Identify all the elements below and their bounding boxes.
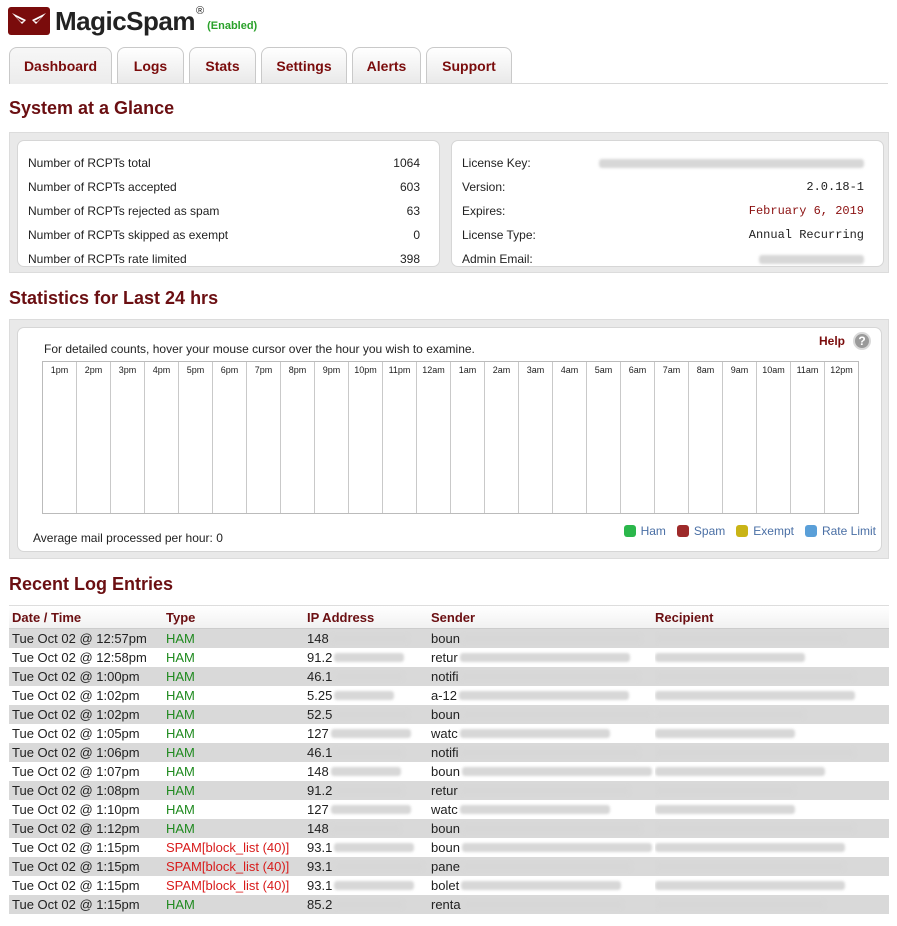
hour-column[interactable]: 12pm: [830, 365, 853, 375]
log-ip: [307, 859, 431, 874]
ip-redacted: [331, 634, 409, 643]
expires-label: Expires:: [462, 204, 506, 218]
log-row[interactable]: [9, 705, 889, 724]
ip-redacted: [331, 729, 411, 738]
count-row: [28, 223, 420, 247]
log-row[interactable]: [9, 648, 889, 667]
col-sender[interactable]: Sender: [431, 609, 476, 625]
count-row: [28, 247, 420, 271]
log-recipient: [655, 897, 865, 912]
count-value: 603: [399, 180, 420, 194]
log-row[interactable]: [9, 781, 889, 800]
recipient-redacted: [655, 729, 795, 738]
recipient-redacted: [655, 881, 845, 890]
hour-column[interactable]: 7pm: [247, 362, 281, 513]
hour-column[interactable]: 7am: [655, 362, 689, 513]
log-type: HAM: [166, 631, 195, 646]
count-value: 0: [413, 228, 420, 242]
col-date[interactable]: Date / Time: [12, 609, 82, 625]
log-ip-visible: 148: [307, 631, 329, 646]
col-ip[interactable]: IP Address: [307, 609, 375, 625]
legend-item: [624, 524, 666, 538]
log-date: Tue Oct 02 @ 1:10pm: [12, 802, 140, 817]
sender-redacted: [462, 843, 652, 852]
log-recipient: [655, 802, 865, 817]
log-type: HAM: [166, 650, 195, 665]
col-type[interactable]: Type: [166, 609, 196, 625]
log-ip: [307, 783, 431, 798]
log-sender: [431, 650, 655, 665]
log-sender-visible: boun: [431, 631, 460, 646]
ip-redacted: [334, 881, 414, 890]
log-type: HAM: [166, 821, 195, 836]
recipient-redacted: [655, 767, 825, 776]
col-recipient[interactable]: Recipient: [655, 609, 714, 625]
legend-label: Exempt: [753, 524, 794, 538]
sender-redacted: [460, 786, 630, 795]
log-row[interactable]: [9, 819, 889, 838]
log-ip-visible: 85.2: [307, 897, 333, 912]
log-date: Tue Oct 02 @ 1:05pm: [12, 726, 140, 741]
hour-column[interactable]: 6am: [621, 362, 655, 513]
stats-card: [17, 327, 882, 552]
log-type: HAM: [166, 745, 195, 760]
log-header-row: [9, 605, 889, 629]
recipient-redacted: [655, 862, 845, 871]
count-label: Number of RCPTs total: [28, 156, 151, 170]
log-sender-visible: pane: [431, 859, 460, 874]
count-value: 63: [406, 204, 420, 218]
recipient-redacted: [655, 843, 845, 852]
recipient-redacted: [655, 691, 855, 700]
sender-redacted: [462, 634, 642, 643]
log-type: HAM: [166, 726, 195, 741]
hour-column[interactable]: 4pm: [145, 362, 179, 513]
legend-item: [805, 524, 876, 538]
log-recipient: [655, 859, 865, 874]
log-ip-visible: 93.1: [307, 859, 333, 874]
expires-row: [462, 199, 864, 223]
log-sender: [431, 802, 655, 817]
count-row: [28, 151, 420, 175]
log-row[interactable]: [9, 667, 889, 686]
recipient-redacted: [655, 710, 805, 719]
log-sender: [431, 878, 655, 893]
log-ip: [307, 878, 431, 893]
log-ip: [307, 821, 431, 836]
count-label: Number of RCPTs accepted: [28, 180, 177, 194]
chart-legend: [613, 524, 876, 538]
hour-column[interactable]: 6pm: [213, 362, 247, 513]
help-label: Help: [818, 334, 845, 348]
log-recipient: [655, 707, 865, 722]
version-value: 2.0.18-1: [806, 180, 864, 194]
log-ip-visible: 52.5: [307, 707, 333, 722]
recipient-redacted: [655, 786, 795, 795]
hour-column[interactable]: 9pm: [315, 362, 349, 513]
log-ip-visible: 148: [307, 821, 329, 836]
help-link[interactable]: [819, 332, 871, 350]
glance-panel: [9, 132, 889, 273]
expires-value: February 6, 2019: [748, 204, 864, 218]
hour-column[interactable]: 1am: [451, 362, 485, 513]
log-type: SPAM[block_list (40)]: [166, 878, 290, 893]
log-row[interactable]: [9, 857, 889, 876]
log-ip: [307, 707, 431, 722]
log-date: Tue Oct 02 @ 1:15pm: [12, 878, 140, 893]
log-type: HAM: [166, 707, 195, 722]
sender-redacted: [460, 805, 610, 814]
hour-column[interactable]: 9am: [723, 362, 757, 513]
ip-redacted: [334, 862, 424, 871]
log-sender-visible: bolet: [431, 878, 460, 893]
log-recipient: [655, 821, 865, 836]
log-recipient: [655, 783, 865, 798]
log-recipient: [655, 764, 865, 779]
log-row[interactable]: [9, 800, 889, 819]
recipient-redacted: [655, 805, 795, 814]
log-type: HAM: [166, 688, 195, 703]
count-label: Number of RCPTs skipped as exempt: [28, 228, 229, 242]
log-type: HAM: [166, 897, 195, 912]
license-key-label: License Key:: [462, 156, 531, 170]
legend-item: [677, 524, 725, 538]
log-type: SPAM[block_list (40)]: [166, 840, 290, 855]
log-row[interactable]: [9, 895, 889, 914]
log-ip-visible: 93.1: [307, 840, 333, 855]
log-sender-visible: retur: [431, 783, 458, 798]
hour-column[interactable]: 3am: [519, 362, 553, 513]
hour-column[interactable]: 11am: [791, 362, 825, 513]
log-recipient: [655, 688, 865, 703]
license-key-redacted: [599, 159, 864, 168]
recipient-redacted: [655, 900, 825, 909]
log-date: Tue Oct 02 @ 12:58pm: [12, 650, 147, 665]
log-title: Recent Log Entries: [9, 574, 174, 594]
log-recipient: [655, 669, 865, 684]
log-ip-visible: 91.2: [307, 650, 333, 665]
recipient-redacted: [655, 748, 855, 757]
hour-column[interactable]: 11pm: [383, 362, 417, 513]
legend-label: Ham: [640, 524, 666, 538]
legend-swatch: [736, 525, 748, 537]
counts-card: [17, 140, 440, 267]
log-ip-visible: 46.1: [307, 669, 333, 684]
log-sender-visible: boun: [431, 707, 460, 722]
log-date: Tue Oct 02 @ 1:15pm: [12, 859, 140, 874]
hour-column[interactable]: 5am: [587, 362, 621, 513]
sender-redacted: [460, 653, 630, 662]
tab-support[interactable]: Support: [426, 47, 512, 83]
log-type: SPAM[block_list (40)]: [166, 859, 290, 874]
log-ip-visible: 148: [307, 764, 329, 779]
log-ip-visible: 127: [307, 802, 329, 817]
ip-redacted: [334, 691, 394, 700]
log-sender: [431, 631, 655, 646]
log-table: [9, 605, 889, 914]
log-date: Tue Oct 02 @ 1:15pm: [12, 840, 140, 855]
log-date: Tue Oct 02 @ 1:15pm: [12, 897, 140, 912]
sender-redacted: [460, 748, 640, 757]
average-processed: Average mail processed per hour: 0: [33, 531, 223, 545]
tab-alerts[interactable]: Alerts: [352, 47, 421, 83]
count-row: [28, 175, 420, 199]
sender-redacted: [460, 672, 640, 681]
version-row: [462, 175, 864, 199]
log-ip: [307, 764, 431, 779]
hour-column[interactable]: 10pm: [349, 362, 383, 513]
log-row[interactable]: [9, 724, 889, 743]
ip-redacted: [331, 805, 411, 814]
sender-redacted: [460, 729, 610, 738]
log-ip-visible: 46.1: [307, 745, 333, 760]
log-ip: [307, 897, 431, 912]
log-sender: [431, 745, 655, 760]
stats-title: Statistics for Last 24 hrs: [9, 288, 219, 308]
ip-redacted: [331, 824, 401, 833]
admin-email-row: [462, 247, 864, 271]
stats-panel: [9, 319, 889, 559]
recipient-redacted: [655, 634, 845, 643]
admin-email-redacted: [759, 255, 864, 264]
hour-column[interactable]: 8am: [689, 362, 723, 513]
recipient-redacted: [655, 824, 855, 833]
log-row[interactable]: [9, 629, 889, 648]
log-date: Tue Oct 02 @ 1:07pm: [12, 764, 140, 779]
hour-column[interactable]: 3pm: [111, 362, 145, 513]
app-header: [8, 5, 257, 37]
log-recipient: [655, 878, 865, 893]
recipient-redacted: [655, 672, 855, 681]
log-recipient: [655, 840, 865, 855]
legend-label: Spam: [693, 524, 726, 538]
ip-redacted: [334, 653, 404, 662]
tab-stats[interactable]: Stats: [189, 47, 256, 83]
log-sender: [431, 688, 655, 703]
status-badge: (Enabled): [207, 20, 258, 32]
log-date: Tue Oct 02 @ 1:12pm: [12, 821, 140, 836]
log-ip: [307, 726, 431, 741]
ip-redacted: [334, 900, 404, 909]
log-date: Tue Oct 02 @ 1:02pm: [12, 707, 140, 722]
log-sender: [431, 764, 655, 779]
main-tabs: [9, 47, 888, 84]
sender-redacted: [461, 881, 621, 890]
hour-column[interactable]: 12am: [417, 362, 451, 513]
log-type: HAM: [166, 764, 195, 779]
legend-swatch: [805, 525, 817, 537]
legend-swatch: [624, 525, 636, 537]
hour-column[interactable]: 1pm: [43, 362, 77, 513]
log-ip-visible: 127: [307, 726, 329, 741]
hour-column[interactable]: 4am: [553, 362, 587, 513]
log-recipient: [655, 650, 865, 665]
registered-mark: ®: [196, 5, 205, 17]
stats-hint: For detailed counts, hover your mouse cursor over the hour you wish to examine.: [44, 342, 475, 356]
log-row[interactable]: [9, 762, 889, 781]
log-sender-visible: boun: [431, 764, 460, 779]
log-type: HAM: [166, 783, 195, 798]
magicspam-logo-icon: [8, 7, 50, 35]
admin-email-label: Admin Email:: [462, 252, 533, 266]
count-row: [28, 199, 420, 223]
license-type-row: [462, 223, 864, 247]
log-sender: [431, 783, 655, 798]
brand-name: MagicSpam: [55, 5, 195, 36]
license-key-row: [462, 151, 864, 175]
count-value: 398: [399, 252, 420, 266]
ip-redacted: [334, 748, 404, 757]
log-row[interactable]: [9, 686, 889, 705]
hour-column[interactable]: 8pm: [281, 362, 315, 513]
count-label: Number of RCPTs rate limited: [28, 252, 187, 266]
log-sender: [431, 840, 655, 855]
hourly-chart: [42, 361, 859, 514]
log-row[interactable]: [9, 838, 889, 857]
log-sender-visible: a-12: [431, 688, 458, 703]
log-date: Tue Oct 02 @ 1:02pm: [12, 688, 140, 703]
log-ip: [307, 688, 431, 703]
ip-redacted: [331, 767, 401, 776]
tab-settings[interactable]: Settings: [261, 47, 347, 83]
log-date: Tue Oct 02 @ 1:06pm: [12, 745, 140, 760]
hour-column[interactable]: 2pm: [77, 362, 111, 513]
log-date: Tue Oct 02 @ 12:57pm: [12, 631, 147, 646]
log-recipient: [655, 745, 865, 760]
log-sender: [431, 726, 655, 741]
log-row[interactable]: [9, 743, 889, 762]
log-ip-visible: 93.1: [307, 878, 333, 893]
log-ip: [307, 631, 431, 646]
ip-redacted: [334, 710, 409, 719]
log-sender-visible: boun: [431, 821, 460, 836]
log-sender: [431, 669, 655, 684]
log-ip: [307, 745, 431, 760]
log-ip-visible: 91.2: [307, 783, 333, 798]
log-sender-visible: notifi: [431, 669, 459, 684]
log-sender: [431, 707, 655, 722]
license-type-value: Annual Recurring: [748, 228, 864, 242]
log-sender: [431, 859, 655, 874]
ip-redacted: [334, 843, 414, 852]
log-recipient: [655, 631, 865, 646]
log-recipient: [655, 726, 865, 741]
log-type: HAM: [166, 669, 195, 684]
log-sender: [431, 897, 655, 912]
count-label: Number of RCPTs rejected as spam: [28, 204, 220, 218]
log-sender-visible: watc: [431, 802, 458, 817]
sender-redacted: [459, 691, 629, 700]
log-sender-visible: watc: [431, 726, 458, 741]
license-card: [451, 140, 884, 267]
ip-redacted: [334, 672, 404, 681]
log-ip: [307, 650, 431, 665]
sender-redacted: [462, 824, 642, 833]
log-sender-visible: renta: [431, 897, 461, 912]
log-date: Tue Oct 02 @ 1:08pm: [12, 783, 140, 798]
log-ip: [307, 802, 431, 817]
log-body: [9, 629, 889, 914]
tab-dashboard[interactable]: Dashboard: [9, 47, 112, 84]
log-row[interactable]: [9, 876, 889, 895]
version-label: Version:: [462, 180, 506, 194]
log-sender-visible: boun: [431, 840, 460, 855]
log-sender: [431, 821, 655, 836]
hour-column[interactable]: 10am: [757, 362, 791, 513]
sender-redacted: [463, 900, 623, 909]
ip-redacted: [334, 786, 404, 795]
log-ip-visible: 5.25: [307, 688, 333, 703]
sender-redacted: [462, 767, 652, 776]
legend-swatch: [677, 525, 689, 537]
log-date: Tue Oct 02 @ 1:00pm: [12, 669, 140, 684]
sender-redacted: [462, 710, 652, 719]
log-ip: [307, 840, 431, 855]
log-sender-visible: retur: [431, 650, 458, 665]
log-ip: [307, 669, 431, 684]
log-sender-visible: notifi: [431, 745, 459, 760]
count-value: 1064: [393, 156, 420, 170]
license-type-label: License Type:: [462, 228, 536, 242]
log-type: HAM: [166, 802, 195, 817]
recipient-redacted: [655, 653, 805, 662]
hour-column[interactable]: 2am: [485, 362, 519, 513]
glance-title: System at a Glance: [9, 98, 175, 118]
help-icon[interactable]: ?: [853, 332, 871, 350]
legend-label: Rate Limit: [821, 524, 876, 538]
legend-item: [736, 524, 794, 538]
hour-column[interactable]: 5pm: [179, 362, 213, 513]
sender-redacted: [462, 862, 632, 871]
tab-logs[interactable]: Logs: [117, 47, 184, 83]
